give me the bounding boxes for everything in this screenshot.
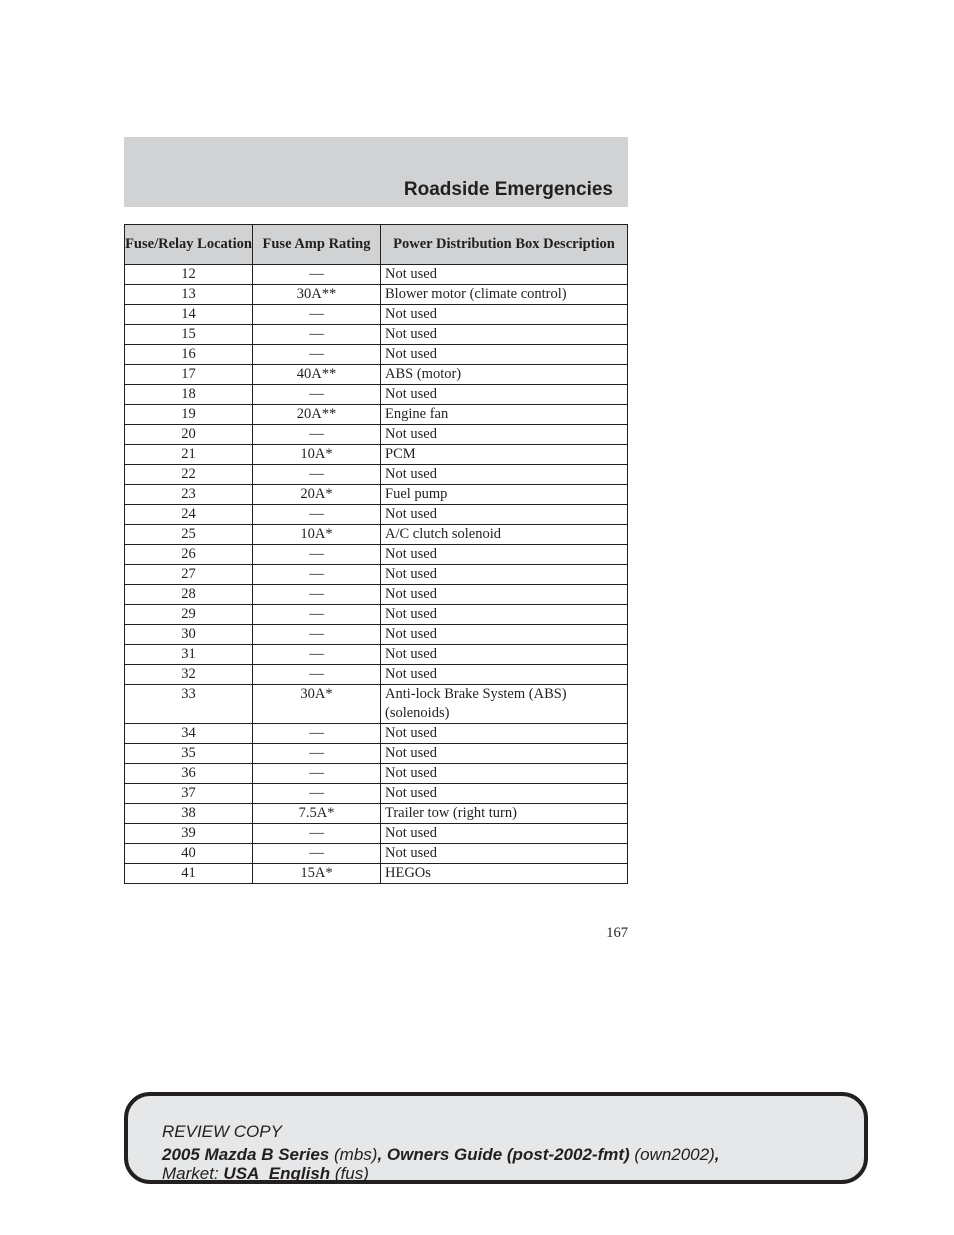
cell-description: Not used	[381, 764, 628, 784]
table-row	[125, 345, 628, 365]
cell-location: 36	[125, 764, 253, 784]
cell-location: 30	[125, 625, 253, 645]
table-row	[125, 764, 628, 784]
table-row	[125, 425, 628, 445]
guide-name: Owners Guide (post-2002-fmt)	[386, 1145, 630, 1164]
table-row	[125, 525, 628, 545]
table-row	[125, 485, 628, 505]
cell-rating: 40A**	[253, 365, 381, 385]
cell-location: 28	[125, 585, 253, 605]
header-location: Fuse/Relay Location	[125, 225, 253, 265]
cell-location: 16	[125, 345, 253, 365]
cell-location: 31	[125, 645, 253, 665]
cell-description: Not used	[381, 585, 628, 605]
model-code: (mbs)	[334, 1145, 378, 1164]
cell-rating: 20A**	[253, 405, 381, 425]
table-row	[125, 265, 628, 285]
review-line-market	[162, 1164, 369, 1184]
cell-location: 37	[125, 784, 253, 804]
cell-rating: —	[253, 325, 381, 345]
market-code: (fus)	[334, 1164, 369, 1183]
cell-rating: 20A*	[253, 485, 381, 505]
cell-rating: —	[253, 625, 381, 645]
table-row	[125, 565, 628, 585]
table-row	[125, 365, 628, 385]
cell-rating: —	[253, 844, 381, 864]
table-row	[125, 325, 628, 345]
cell-location: 12	[125, 265, 253, 285]
cell-location: 29	[125, 605, 253, 625]
review-line-product	[162, 1145, 719, 1165]
table-row	[125, 685, 628, 724]
cell-description: Not used	[381, 305, 628, 325]
cell-rating: —	[253, 545, 381, 565]
cell-rating: —	[253, 585, 381, 605]
cell-location: 13	[125, 285, 253, 305]
cell-description: Not used	[381, 385, 628, 405]
cell-description: Not used	[381, 425, 628, 445]
cell-rating: —	[253, 645, 381, 665]
cell-location: 24	[125, 505, 253, 525]
cell-location: 21	[125, 445, 253, 465]
cell-location: 17	[125, 365, 253, 385]
table-row	[125, 784, 628, 804]
header-rating: Fuse Amp Rating	[253, 225, 381, 265]
cell-location: 35	[125, 744, 253, 764]
cell-location: 34	[125, 724, 253, 744]
cell-location: 19	[125, 405, 253, 425]
cell-rating: 30A*	[253, 685, 381, 724]
cell-location: 18	[125, 385, 253, 405]
table-row	[125, 385, 628, 405]
table-row	[125, 844, 628, 864]
cell-description: Not used	[381, 265, 628, 285]
table-row	[125, 545, 628, 565]
cell-description: Not used	[381, 565, 628, 585]
cell-rating: —	[253, 824, 381, 844]
cell-rating: —	[253, 724, 381, 744]
cell-description: Not used	[381, 545, 628, 565]
cell-location: 39	[125, 824, 253, 844]
cell-location: 26	[125, 545, 253, 565]
table-row	[125, 824, 628, 844]
cell-description: Anti-lock Brake System (ABS) (solenoids)	[381, 685, 628, 724]
table-row	[125, 665, 628, 685]
table-row	[125, 585, 628, 605]
cell-rating: —	[253, 345, 381, 365]
cell-rating: —	[253, 764, 381, 784]
table-row	[125, 625, 628, 645]
cell-rating: —	[253, 305, 381, 325]
cell-description: ABS (motor)	[381, 365, 628, 385]
section-header-band	[124, 137, 628, 207]
table-row	[125, 465, 628, 485]
guide-code: (own2002)	[634, 1145, 715, 1164]
header-description: Power Distribution Box Description	[381, 225, 628, 265]
table-row	[125, 285, 628, 305]
cell-description: Not used	[381, 665, 628, 685]
cell-description: Not used	[381, 645, 628, 665]
cell-rating: —	[253, 265, 381, 285]
cell-rating: —	[253, 744, 381, 764]
table-header-row	[125, 225, 628, 265]
cell-location: 38	[125, 804, 253, 824]
review-copy-box	[124, 1092, 868, 1184]
cell-rating: —	[253, 605, 381, 625]
cell-description: Blower motor (climate control)	[381, 285, 628, 305]
separator: ,	[714, 1145, 720, 1164]
separator: ,	[377, 1145, 383, 1164]
review-copy-label: REVIEW COPY	[162, 1122, 282, 1141]
cell-rating: 10A*	[253, 445, 381, 465]
cell-rating: 7.5A*	[253, 804, 381, 824]
table-row	[125, 505, 628, 525]
cell-description: Not used	[381, 824, 628, 844]
cell-description: Not used	[381, 844, 628, 864]
cell-rating: 30A**	[253, 285, 381, 305]
cell-description: Fuel pump	[381, 485, 628, 505]
cell-location: 23	[125, 485, 253, 505]
cell-description: Not used	[381, 784, 628, 804]
fuse-table	[124, 224, 628, 884]
cell-description: A/C clutch solenoid	[381, 525, 628, 545]
cell-description: Not used	[381, 744, 628, 764]
table-row	[125, 405, 628, 425]
cell-description: HEGOs	[381, 864, 628, 884]
cell-location: 40	[125, 844, 253, 864]
model-name: 2005 Mazda B Series	[162, 1145, 330, 1164]
page-number: 167	[606, 925, 628, 941]
table-row	[125, 605, 628, 625]
cell-location: 25	[125, 525, 253, 545]
cell-location: 15	[125, 325, 253, 345]
cell-location: 14	[125, 305, 253, 325]
cell-rating: —	[253, 665, 381, 685]
table-row	[125, 804, 628, 824]
cell-description: Not used	[381, 325, 628, 345]
cell-location: 33	[125, 685, 253, 724]
table-row	[125, 445, 628, 465]
section-title: Roadside Emergencies	[403, 179, 613, 200]
cell-description: Engine fan	[381, 405, 628, 425]
cell-description: PCM	[381, 445, 628, 465]
cell-location: 27	[125, 565, 253, 585]
table-row	[125, 744, 628, 764]
table-row	[125, 305, 628, 325]
cell-location: 32	[125, 665, 253, 685]
cell-rating: —	[253, 505, 381, 525]
cell-description: Not used	[381, 625, 628, 645]
table-row	[125, 864, 628, 884]
cell-description: Trailer tow (right turn)	[381, 804, 628, 824]
cell-description: Not used	[381, 724, 628, 744]
cell-rating: 10A*	[253, 525, 381, 545]
cell-description: Not used	[381, 505, 628, 525]
table-row	[125, 724, 628, 744]
cell-location: 22	[125, 465, 253, 485]
cell-rating: 15A*	[253, 864, 381, 884]
cell-description: Not used	[381, 605, 628, 625]
cell-rating: —	[253, 385, 381, 405]
market-label: Market:	[162, 1164, 219, 1183]
cell-description: Not used	[381, 465, 628, 485]
table-row	[125, 645, 628, 665]
cell-rating: —	[253, 784, 381, 804]
cell-description: Not used	[381, 345, 628, 365]
market-name: USA_English	[223, 1164, 331, 1183]
table-body	[125, 265, 628, 884]
cell-rating: —	[253, 425, 381, 445]
cell-rating: —	[253, 465, 381, 485]
cell-rating: —	[253, 565, 381, 585]
cell-location: 20	[125, 425, 253, 445]
cell-location: 41	[125, 864, 253, 884]
